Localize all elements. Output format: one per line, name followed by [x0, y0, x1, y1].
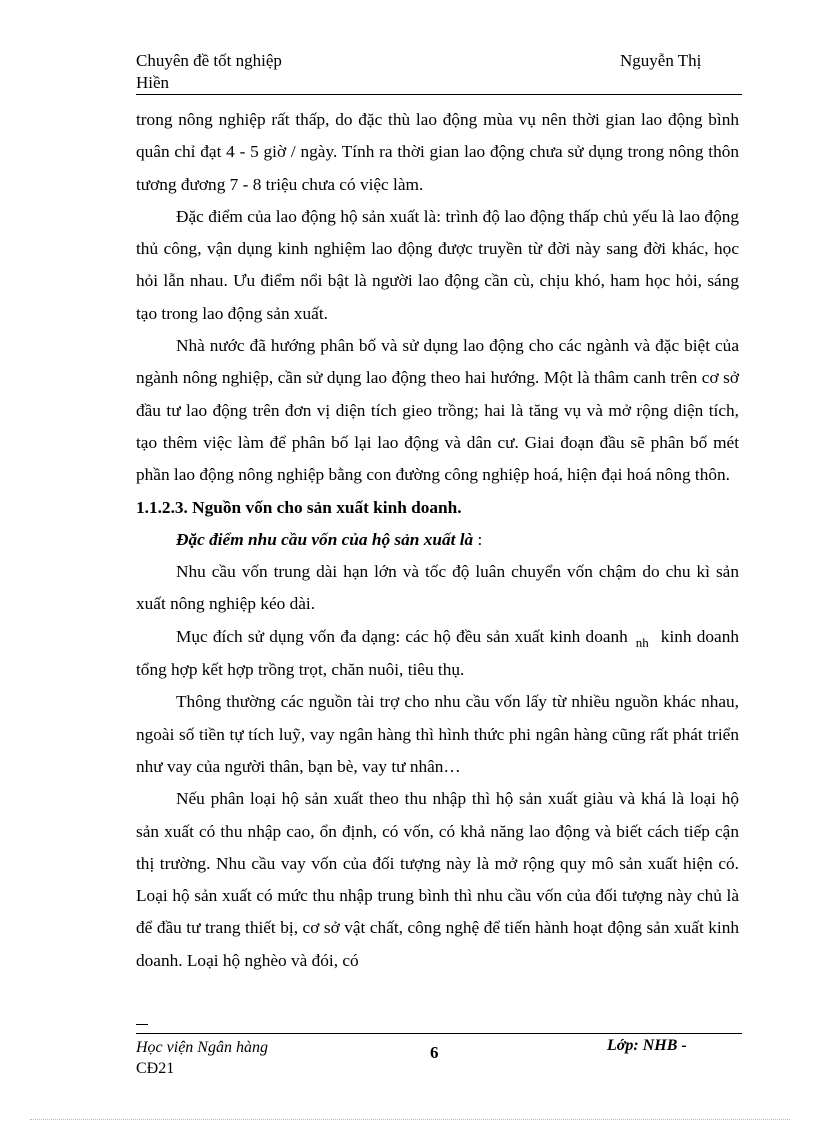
- paragraph-5-part-b: kinh doanh tổng hợp kết hợp trồng trọt, chăn nuôi, tiêu thụ.: [136, 626, 739, 680]
- header-author-continuation: Hiền: [136, 73, 170, 92]
- paragraph-4: Nhu cầu vốn trung dài hạn lớn và tốc độ luân chuyển vốn chậm do chu kì sản xuất nông nghiệp kéo dài.: [136, 562, 739, 614]
- footer-dash: [136, 1024, 148, 1025]
- paragraph-6: Thông thường các nguồn tài trợ cho nhu cầu vốn lấy từ nhiều nguồn khác nhau, ngoài số tiền tự tích luỹ, vay ngân hàng thì hình thức phi ngân hàng cũng rất phát triển như vay của người thân, bạn bè, vay tư nhân…: [136, 692, 739, 776]
- subheading: [136, 524, 739, 556]
- header-author: Nguyễn Thị: [620, 51, 702, 70]
- paragraph-5-part-a: Mục đích sử dụng vốn đa dạng: các hộ đều sản xuất kinh doanh: [176, 626, 628, 646]
- footer-class-code: CĐ21: [136, 1060, 175, 1077]
- footer-institution: Học viện Ngân hàng: [136, 1039, 268, 1056]
- footer-class-label: Lớp: NHB -: [607, 1037, 687, 1054]
- subheading-text: Đặc điểm nhu cầu vốn của hộ sản xuất là: [176, 529, 474, 549]
- paragraph-3: Nhà nước đã hướng phân bố và sử dụng lao động cho các ngành và đặc biệt của ngành nông nghiệp, cần sử dụng lao động theo hai hướng. Một là thâm canh trên cơ sở đầu tư lao động trên đơn vị diện tích gieo trồng; hai là tăng vụ và mở rộng diện tích, tạo thêm việc làm để phân bố lại lao động và dân cư. Giai đoạn đầu sẽ phân bố mét phần lao động nông nghiệp bằng con đường công nghiệp hoá, hiện đại hoá nông thôn.: [136, 336, 739, 485]
- paragraph-5-fragment: nh: [635, 634, 649, 650]
- header-left: [136, 50, 436, 94]
- section-heading: 1.1.2.3. Nguồn vốn cho sản xuất kinh doanh.: [136, 497, 462, 517]
- paragraph-5: [136, 621, 739, 687]
- footer-left: [136, 1037, 336, 1079]
- header-title: Chuyên đề tốt nghiệp: [136, 51, 282, 70]
- page-bottom-edge: [30, 1119, 790, 1120]
- page-body: [136, 104, 739, 977]
- header-divider: [136, 94, 742, 95]
- paragraph-7: Nếu phân loại hộ sản xuất theo thu nhập thì hộ sản xuất giàu và khá là loại hộ sản xuất có thu nhập cao, ổn định, có vốn, có khả năng lao động và biết cách tiếp cận thị trường. Nhu cầu vay vốn của đối tượng này là mở rộng quy mô sản xuất hiện có. Loại hộ sản xuất có mức thu nhập trung bình thì nhu cầu vốn của đối tượng này chủ là để đầu tư trang thiết bị, cơ sở vật chất, công nghệ để tiến hành hoạt động sản xuất kinh doanh. Loại hộ nghèo và đói, có: [136, 789, 739, 970]
- footer-divider: [136, 1033, 742, 1034]
- paragraph-1: trong nông nghiệp rất thấp, do đặc thù lao động mùa vụ nên thời gian lao động bình quân chỉ đạt 4 - 5 giờ / ngày. Tính ra thời gian lao động chưa sử dụng trong nông thôn tương đương 7 - 8 triệu chưa có việc làm.: [136, 110, 739, 194]
- subheading-suffix: :: [473, 529, 483, 549]
- page-number: 6: [430, 1043, 439, 1062]
- paragraph-2: Đặc điểm của lao động hộ sản xuất là: trình độ lao động thấp chủ yếu là lao động thủ công, vận dụng kinh nghiệm lao động được truyền từ đời này sang đời khác, học hỏi lẫn nhau. Ưu điểm nổi bật là người lao động cần cù, chịu khó, ham học hỏi, sáng tạo trong lao động sản xuất.: [136, 206, 739, 323]
